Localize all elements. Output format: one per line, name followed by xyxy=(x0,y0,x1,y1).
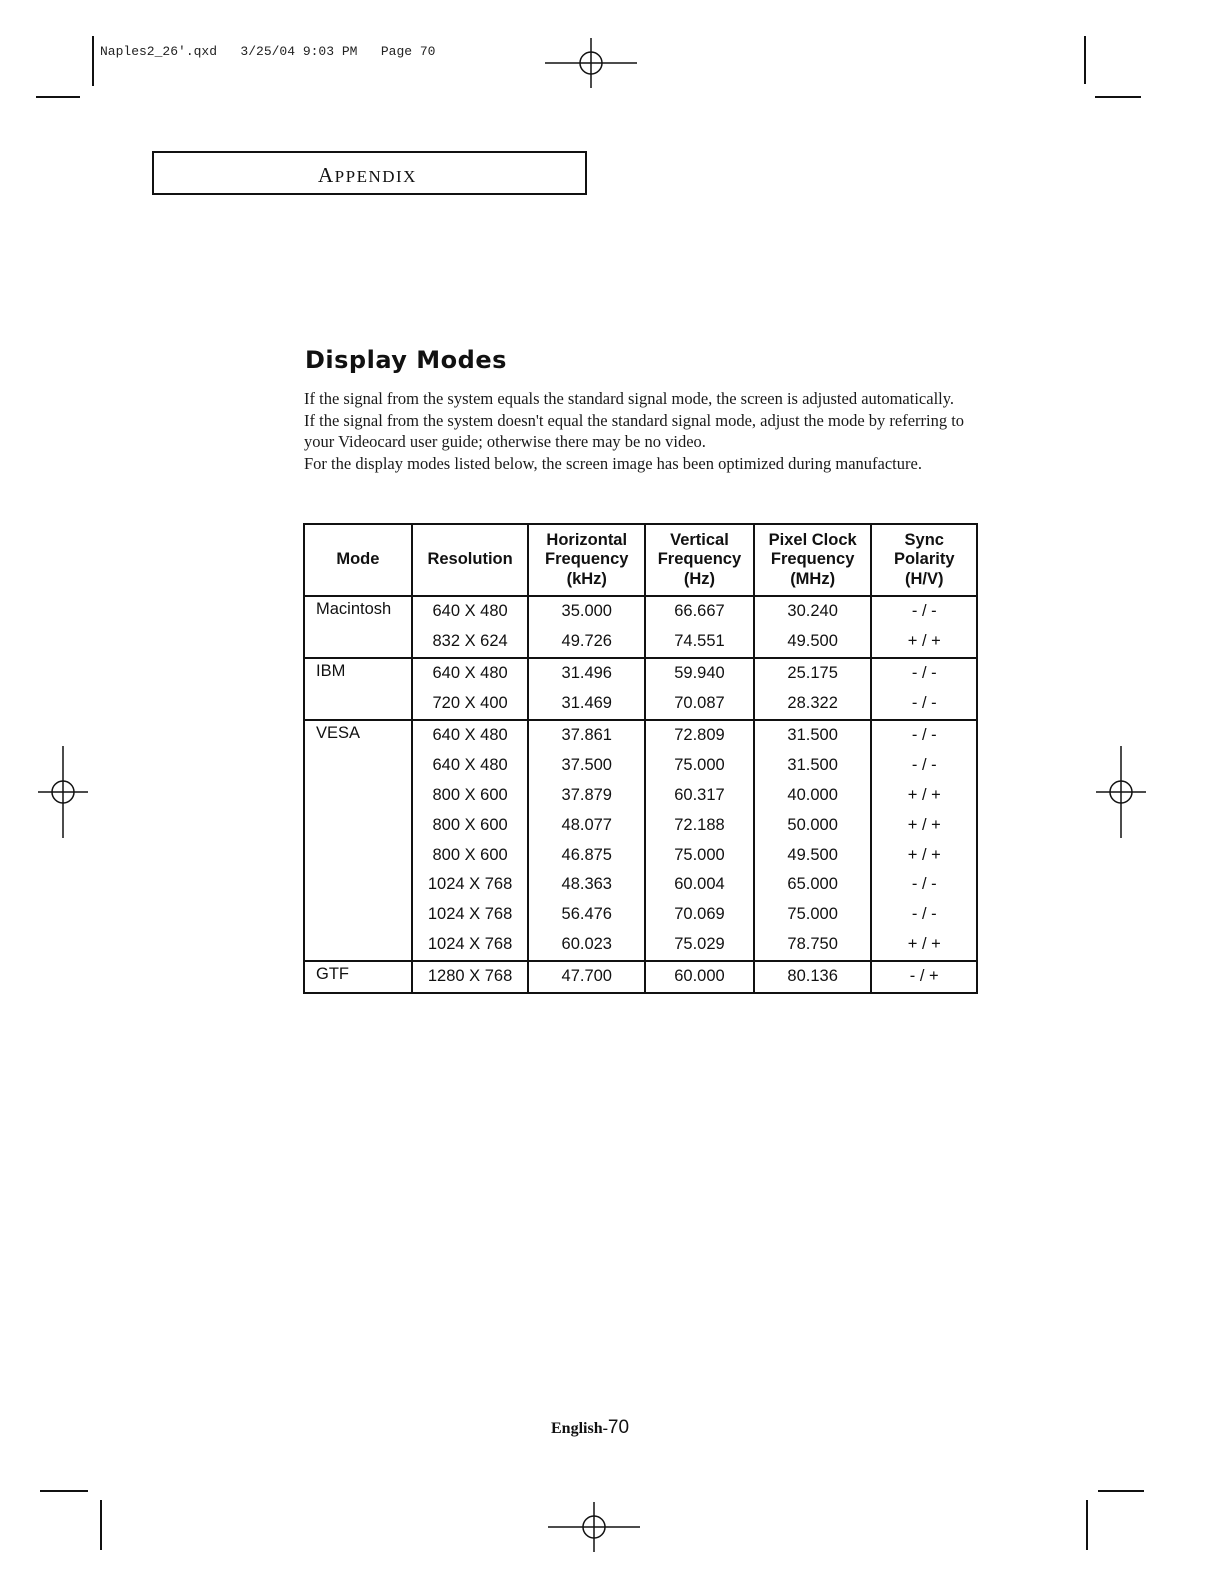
cell-vertical-frequency: 66.667 xyxy=(645,596,754,627)
cell-sync-polarity: + / + xyxy=(871,627,977,658)
cell-sync-polarity: - / - xyxy=(871,870,977,900)
page-title: Display Modes xyxy=(305,346,507,374)
cell-vertical-frequency: 60.000 xyxy=(645,961,754,993)
cell-mode xyxy=(304,870,412,900)
table-row xyxy=(304,720,977,751)
cell-resolution: 1024 X 768 xyxy=(412,930,529,961)
cell-resolution: 1280 X 768 xyxy=(412,961,529,993)
crop-mark-bottom-right-v xyxy=(1086,1500,1088,1550)
cell-horizontal-frequency: 49.726 xyxy=(528,627,645,658)
cell-vertical-frequency: 70.069 xyxy=(645,900,754,930)
cell-pixel-clock: 50.000 xyxy=(754,810,872,840)
cell-horizontal-frequency: 31.469 xyxy=(528,689,645,720)
registration-mark-left-icon xyxy=(38,746,88,838)
intro-paragraph: If the signal from the system equals the standard signal mode, the screen is adjusted automatically. xyxy=(304,389,955,408)
cell-pixel-clock: 28.322 xyxy=(754,689,872,720)
intro-text xyxy=(304,388,984,475)
intro-paragraph: If the signal from the system doesn't equal the standard signal mode, adjust the mode by referring to your Videocard user guide; otherwise there may be no video. xyxy=(304,410,965,452)
table-row xyxy=(304,840,977,870)
cell-sync-polarity: + / + xyxy=(871,810,977,840)
footer-label: English- xyxy=(551,1420,608,1437)
display-modes-table xyxy=(303,523,978,994)
cell-vertical-frequency: 75.000 xyxy=(645,840,754,870)
cell-pixel-clock: 80.136 xyxy=(754,961,872,993)
cell-pixel-clock: 78.750 xyxy=(754,930,872,961)
table-row xyxy=(304,750,977,780)
cell-sync-polarity: + / + xyxy=(871,840,977,870)
cell-sync-polarity: + / + xyxy=(871,930,977,961)
cell-pixel-clock: 31.500 xyxy=(754,720,872,751)
cell-sync-polarity: - / - xyxy=(871,720,977,751)
section-label-initial: A xyxy=(318,163,335,187)
section-label-rest: PPENDIX xyxy=(334,167,417,186)
cell-pixel-clock: 40.000 xyxy=(754,780,872,810)
cell-horizontal-frequency: 37.500 xyxy=(528,750,645,780)
section-header-box xyxy=(152,151,587,195)
table-row xyxy=(304,627,977,658)
cell-horizontal-frequency: 31.496 xyxy=(528,658,645,689)
cell-sync-polarity: - / - xyxy=(871,689,977,720)
cell-resolution: 720 X 400 xyxy=(412,689,529,720)
cell-resolution: 800 X 600 xyxy=(412,840,529,870)
crop-mark-top-right-v xyxy=(1084,36,1086,84)
cell-pixel-clock: 75.000 xyxy=(754,900,872,930)
registration-mark-right-icon xyxy=(1096,746,1146,838)
crop-mark-bottom-left-v xyxy=(100,1500,102,1550)
print-slug: Naples2_26'.qxd 3/25/04 9:03 PM Page 70 xyxy=(100,44,436,59)
cell-mode: Macintosh xyxy=(304,596,412,627)
cell-mode: IBM xyxy=(304,658,412,689)
cell-pixel-clock: 65.000 xyxy=(754,870,872,900)
cell-horizontal-frequency: 37.861 xyxy=(528,720,645,751)
cell-vertical-frequency: 60.004 xyxy=(645,870,754,900)
cell-mode: VESA xyxy=(304,720,412,751)
cell-sync-polarity: - / - xyxy=(871,596,977,627)
intro-paragraph: For the display modes listed below, the screen image has been optimized during manufacture. xyxy=(304,454,922,474)
cell-mode: GTF xyxy=(304,961,412,993)
table-row xyxy=(304,658,977,689)
table-header-row xyxy=(304,524,977,596)
table-row xyxy=(304,870,977,900)
table-row xyxy=(304,930,977,961)
cell-vertical-frequency: 72.809 xyxy=(645,720,754,751)
cell-horizontal-frequency: 37.879 xyxy=(528,780,645,810)
header-sync-polarity: Sync Polarity (H/V) xyxy=(871,524,977,596)
header-resolution: Resolution xyxy=(412,524,529,596)
cell-sync-polarity: - / - xyxy=(871,900,977,930)
registration-mark-top-icon xyxy=(545,38,637,88)
cell-resolution: 640 X 480 xyxy=(412,596,529,627)
crop-mark-bottom-left-h xyxy=(40,1490,88,1492)
cell-vertical-frequency: 60.317 xyxy=(645,780,754,810)
registration-mark-bottom-icon xyxy=(548,1502,640,1552)
cell-vertical-frequency: 72.188 xyxy=(645,810,754,840)
crop-mark-top-right-h xyxy=(1095,96,1141,98)
cell-resolution: 1024 X 768 xyxy=(412,900,529,930)
cell-mode xyxy=(304,840,412,870)
crop-mark-top-left-h xyxy=(36,96,80,98)
cell-mode xyxy=(304,750,412,780)
page-footer xyxy=(551,1417,629,1439)
cell-vertical-frequency: 74.551 xyxy=(645,627,754,658)
cell-mode xyxy=(304,930,412,961)
cell-resolution: 640 X 480 xyxy=(412,720,529,751)
table-row xyxy=(304,900,977,930)
cell-sync-polarity: + / + xyxy=(871,780,977,810)
cell-horizontal-frequency: 46.875 xyxy=(528,840,645,870)
table-row xyxy=(304,961,977,993)
table-row xyxy=(304,810,977,840)
header-pixel-clock: Pixel Clock Frequency (MHz) xyxy=(754,524,872,596)
cell-pixel-clock: 25.175 xyxy=(754,658,872,689)
table-row xyxy=(304,689,977,720)
cell-resolution: 640 X 480 xyxy=(412,750,529,780)
header-mode: Mode xyxy=(304,524,412,596)
cell-vertical-frequency: 75.000 xyxy=(645,750,754,780)
cell-resolution: 640 X 480 xyxy=(412,658,529,689)
section-label xyxy=(318,163,417,188)
cell-mode xyxy=(304,689,412,720)
cell-resolution: 832 X 624 xyxy=(412,627,529,658)
cell-resolution: 800 X 600 xyxy=(412,780,529,810)
cell-pixel-clock: 31.500 xyxy=(754,750,872,780)
cell-horizontal-frequency: 56.476 xyxy=(528,900,645,930)
cell-horizontal-frequency: 48.363 xyxy=(528,870,645,900)
cell-horizontal-frequency: 35.000 xyxy=(528,596,645,627)
crop-mark-top-left-v xyxy=(92,36,94,86)
cell-mode xyxy=(304,780,412,810)
cell-pixel-clock: 49.500 xyxy=(754,627,872,658)
cell-resolution: 800 X 600 xyxy=(412,810,529,840)
header-horizontal-frequency: Horizontal Frequency (kHz) xyxy=(528,524,645,596)
table-body xyxy=(304,596,977,993)
cell-sync-polarity: - / + xyxy=(871,961,977,993)
cell-pixel-clock: 49.500 xyxy=(754,840,872,870)
cell-mode xyxy=(304,627,412,658)
cell-mode xyxy=(304,900,412,930)
header-vertical-frequency: Vertical Frequency (Hz) xyxy=(645,524,754,596)
cell-pixel-clock: 30.240 xyxy=(754,596,872,627)
cell-vertical-frequency: 75.029 xyxy=(645,930,754,961)
cell-resolution: 1024 X 768 xyxy=(412,870,529,900)
page-number: 70 xyxy=(607,1417,630,1438)
cell-vertical-frequency: 70.087 xyxy=(645,689,754,720)
cell-sync-polarity: - / - xyxy=(871,658,977,689)
table-row xyxy=(304,780,977,810)
cell-mode xyxy=(304,810,412,840)
cell-horizontal-frequency: 60.023 xyxy=(528,930,645,961)
cell-sync-polarity: - / - xyxy=(871,750,977,780)
cell-horizontal-frequency: 48.077 xyxy=(528,810,645,840)
crop-mark-bottom-right-h xyxy=(1098,1490,1144,1492)
cell-vertical-frequency: 59.940 xyxy=(645,658,754,689)
cell-horizontal-frequency: 47.700 xyxy=(528,961,645,993)
table-row xyxy=(304,596,977,627)
